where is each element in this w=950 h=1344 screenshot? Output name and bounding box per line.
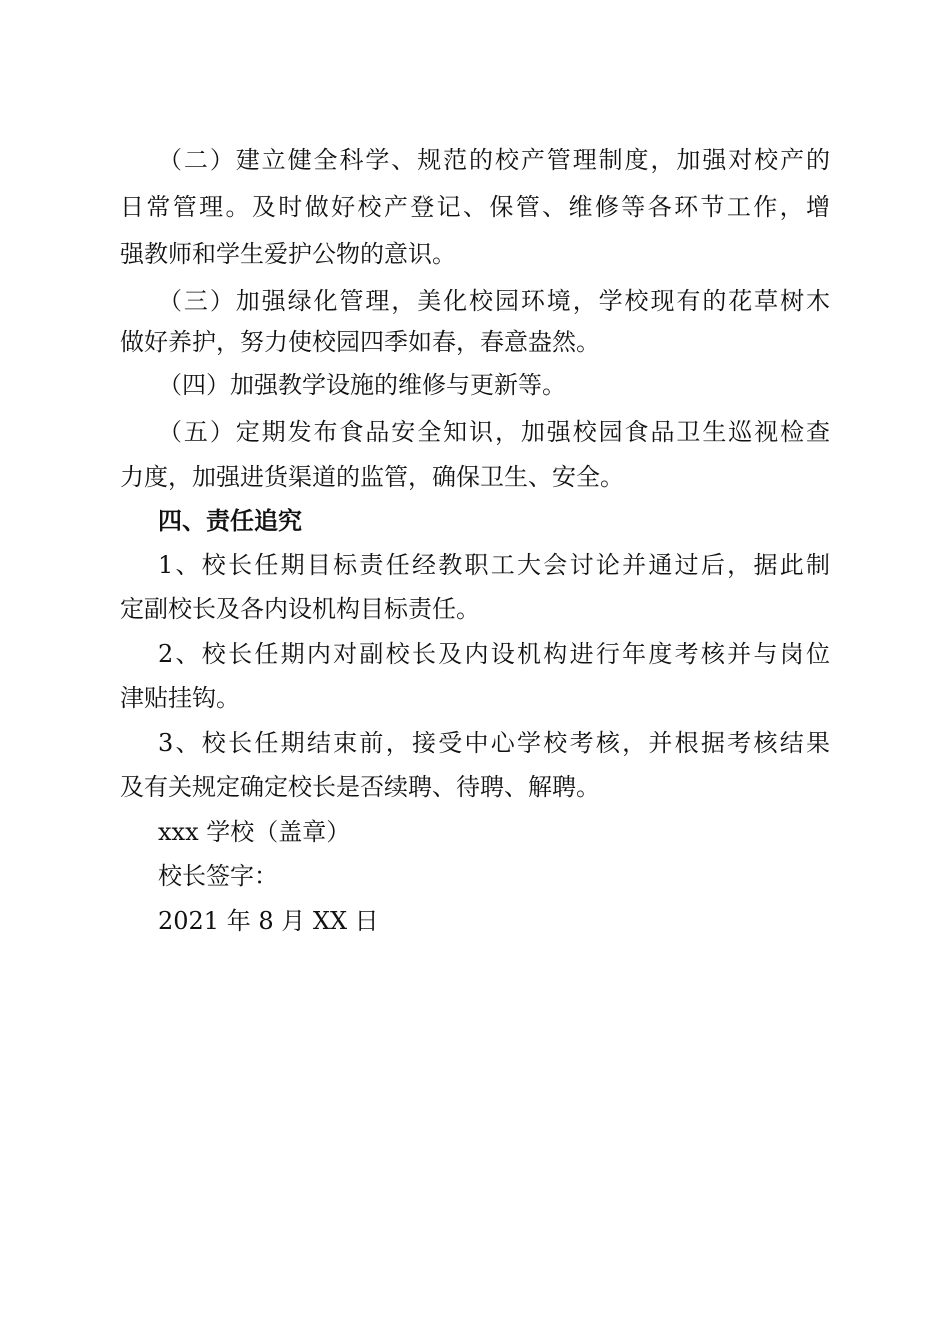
paragraph-2-line-1: （二）建立健全科学、规范的校产管理制度，加强对校产的: [158, 146, 830, 174]
paragraph-3-line-2: 做好养护，努力使校园四季如春，春意盎然。: [120, 328, 600, 356]
item-1-line-1: 1、校长任期目标责任经教职工大会讨论并通过后，据此制: [158, 551, 830, 579]
date-line: 2021 年 8 月 XX 日: [158, 907, 379, 935]
item-2-line-1: 2、校长任期内对副校长及内设机构进行年度考核并与岗位: [158, 640, 830, 668]
school-seal-line: xxx 学校（盖章）: [158, 818, 351, 846]
paragraph-5-line-1: （五）定期发布食品安全知识，加强校园食品卫生巡视检查: [158, 418, 830, 446]
item-3-line-2: 及有关规定确定校长是否续聘、待聘、解聘。: [120, 773, 600, 801]
item-2-line-2: 津贴挂钩。: [120, 684, 240, 712]
paragraph-3-line-1: （三）加强绿化管理，美化校园环境，学校现有的花草树木: [158, 287, 830, 315]
paragraph-2-line-2: 日常管理。及时做好校产登记、保管、维修等各环节工作，增: [120, 193, 830, 221]
item-1-line-2: 定副校长及各内设机构目标责任。: [120, 595, 480, 623]
item-3-line-1: 3、校长任期结束前，接受中心学校考核，并根据考核结果: [158, 729, 830, 757]
section-heading: 四、责任追究: [158, 506, 302, 535]
principal-signature-line: 校长签字：: [158, 862, 278, 890]
paragraph-5-line-2: 力度，加强进货渠道的监管，确保卫生、安全。: [120, 463, 624, 491]
paragraph-2-line-3: 强教师和学生爱护公物的意识。: [120, 240, 456, 268]
paragraph-4-line-1: （四）加强教学设施的维修与更新等。: [158, 371, 566, 399]
